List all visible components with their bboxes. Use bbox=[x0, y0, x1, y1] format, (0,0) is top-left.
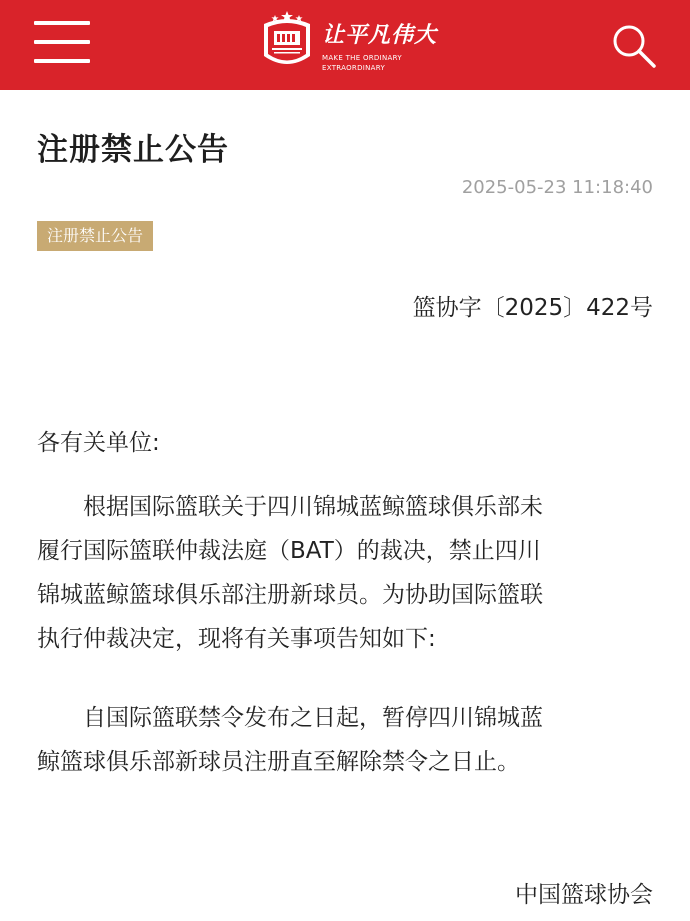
publish-timestamp: 2025-05-23 11:18:40 bbox=[461, 177, 653, 198]
paragraph-line: 鲸篮球俱乐部新球员注册直至解除禁令之日止。 bbox=[37, 749, 520, 775]
paragraph-line: 自国际篮联禁令发布之日起，暂停四川锦城蓝 bbox=[83, 705, 543, 731]
hamburger-menu-icon[interactable] bbox=[34, 19, 90, 65]
logo-slogan-cn: 让平凡伟大 bbox=[322, 23, 438, 48]
cba-emblem-icon bbox=[258, 10, 316, 76]
paragraph-1 bbox=[37, 485, 653, 661]
site-logo[interactable] bbox=[258, 10, 448, 78]
logo-slogan-en-line1: MAKE THE ORDINARY bbox=[322, 54, 402, 62]
salutation: 各有关单位: bbox=[37, 430, 160, 456]
search-icon[interactable] bbox=[610, 22, 658, 70]
article-title: 注册禁止公告 bbox=[37, 132, 229, 168]
paragraph-line: 锦城蓝鲸篮球俱乐部注册新球员。为协助国际篮联 bbox=[37, 582, 543, 608]
paragraph-line: 执行仲裁决定，现将有关事项告知如下: bbox=[37, 626, 436, 652]
paragraph-2 bbox=[37, 696, 653, 784]
paragraph-line: 根据国际篮联关于四川锦城蓝鲸篮球俱乐部未 bbox=[83, 494, 543, 520]
logo-slogan-en-line2: EXTRAORDINARY bbox=[322, 64, 386, 72]
category-tag[interactable]: 注册禁止公告 bbox=[37, 221, 153, 251]
app-header bbox=[0, 0, 690, 90]
document-number: 篮协字〔2025〕422号 bbox=[412, 295, 653, 321]
signature: 中国篮球协会 bbox=[515, 882, 653, 908]
paragraph-line: 履行国际篮联仲裁法庭（BAT）的裁决，禁止四川 bbox=[37, 538, 541, 564]
